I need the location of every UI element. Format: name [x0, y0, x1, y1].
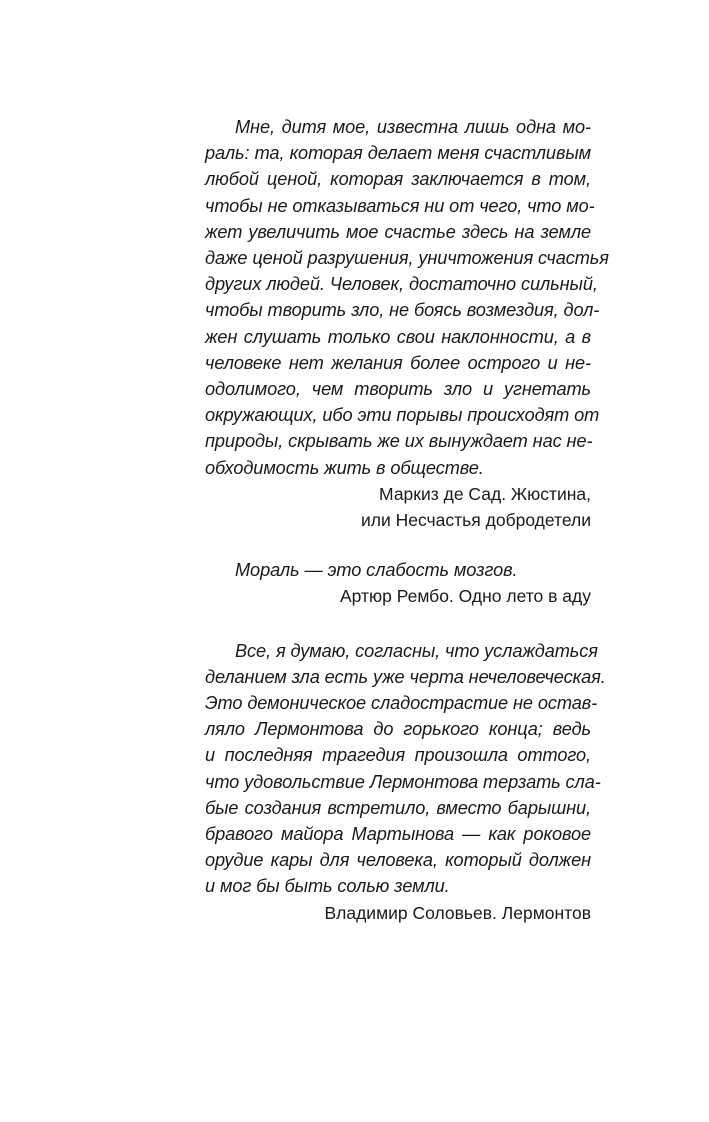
quote-line: Мне, дитя мое, известна лишь одна мо- [235, 117, 591, 137]
quote-line: жет увеличить мое счастье здесь на земле [205, 221, 591, 242]
epigraph-solovyov [205, 638, 606, 926]
quote-line: и последняя трагедия произошла оттого, [205, 745, 591, 766]
quote-line: даже ценой разрушения, уничтожения счастья [205, 248, 609, 269]
attribution-line: Маркиз де Сад. Жюстина, [379, 483, 591, 504]
epigraph-attribution [205, 900, 591, 926]
quote-line: ляло Лермонтова до горького конца; ведь [205, 719, 591, 740]
epigraph-quote [205, 638, 606, 900]
attribution-line: Артюр Рембо. Одно лето в аду [339, 586, 591, 607]
quote-line: орудие кары для человека, который должен [205, 850, 591, 871]
quote-line: что удовольствие Лермонтова терзать сла- [205, 771, 601, 792]
quote-line: раль: та, которая делает меня счастливым [205, 143, 591, 164]
quote-line: Все, я думаю, согласны, что услаждаться [235, 640, 598, 661]
quote-line: других людей. Человек, достаточно сильный, [205, 274, 598, 295]
epigraph-de-sade [205, 114, 609, 533]
quote-line: чтобы не отказываться ни от чего, что мо- [205, 195, 595, 216]
quote-line: Мораль — это слабость мозгов. [235, 560, 518, 581]
quote-line: любой ценой, которая заключается в том, [205, 169, 591, 190]
epigraph-attribution [205, 583, 591, 609]
quote-line: одолимого, чем творить зло и угнетать [205, 379, 591, 400]
epigraph-rimbaud [205, 557, 591, 609]
quote-line: окружающих, ибо эти порывы происходят от [205, 405, 600, 426]
epigraph-attribution [205, 481, 591, 533]
epigraph-quote [205, 114, 609, 481]
quote-line: обходимость жить в обществе. [205, 457, 484, 478]
quote-line: жен слушать только свои наклонности, а в [205, 326, 591, 347]
quote-line: и мог бы быть солью земли. [205, 876, 450, 897]
book-page [205, 114, 609, 926]
quote-line: природы, скрывать же их вынуждает нас не- [205, 431, 593, 452]
quote-line: бравого майора Мартынова — как роковое [205, 824, 591, 845]
epigraph-quote [205, 557, 591, 583]
attribution-line: или Несчастья добродетели [361, 510, 591, 531]
quote-line: деланием зла есть уже черта нечеловеческая. [205, 666, 606, 687]
quote-line: Это демоническое сладострастие не остав- [205, 693, 598, 714]
attribution-line: Владимир Соловьев. Лермонтов [324, 902, 591, 923]
quote-line: бые создания встретило, вместо барышни, [205, 797, 591, 818]
quote-line: чтобы творить зло, не боясь возмездия, дол- [205, 300, 600, 321]
quote-line: человеке нет желания более острого и не- [205, 352, 591, 373]
